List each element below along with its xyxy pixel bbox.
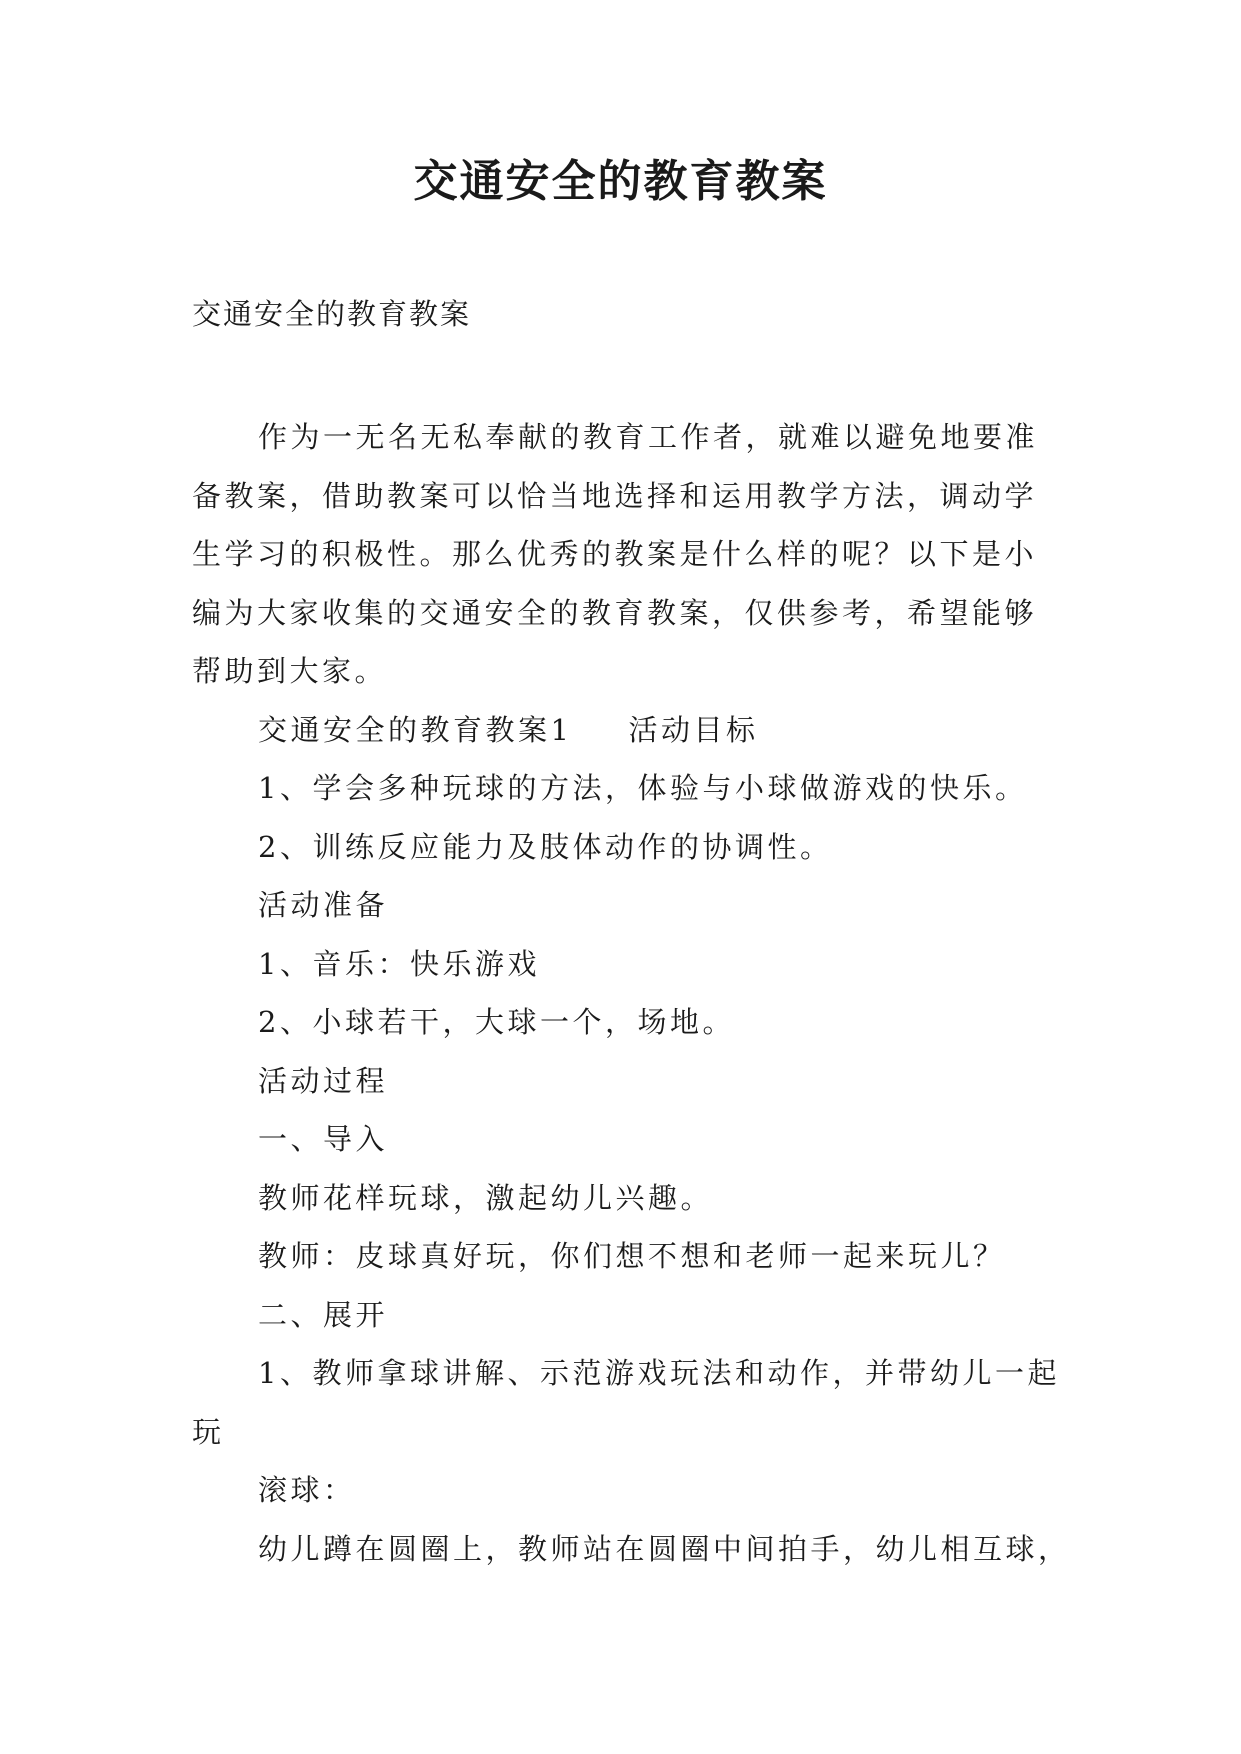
- process-heading: 活动过程: [258, 1063, 389, 1098]
- section-heading-line: [192, 701, 1062, 760]
- roll-heading: 滚球：: [258, 1473, 356, 1507]
- document-title: 交通安全的教育教案: [413, 156, 828, 207]
- goal-heading: 活动目标: [628, 712, 759, 747]
- roll-description: 幼儿蹲在圆圈上，教师站在圆圈中间拍手，幼儿相互球，: [258, 1531, 1071, 1566]
- prep-item-2: 2、小球若干，大球一个，场地。: [258, 1005, 735, 1039]
- prep-item-1: 1、音乐：快乐游戏: [258, 946, 540, 981]
- goal-item-2: 2、训练反应能力及肢体动作的协调性。: [258, 829, 833, 864]
- section-title: 交通安全的教育教案1: [258, 712, 573, 747]
- goal-item-1: 1、学会多种玩球的方法，体验与小球做游戏的快乐。: [258, 771, 1028, 805]
- step-2-line-a: 1、教师拿球讲解、示范游戏玩法和动作，并带幼儿一起玩: [192, 1356, 1060, 1449]
- intro-paragraph: 作为一无名无私奉献的教育工作者，就难以避免地要准备教案，借助教案可以恰当地选择和运用教学方法，调动学生学习的积极性。那么优秀的教案是什么样的呢？以下是小编为大家收集的交通安全的教育教案，仅供参考，希望能够帮助到大家。: [192, 420, 1039, 688]
- step-1-line-a: 教师花样玩球，激起幼儿兴趣。: [258, 1180, 714, 1215]
- step-1-heading: 一、导入: [258, 1122, 389, 1156]
- document-body: [192, 408, 1071, 1578]
- prep-heading: 活动准备: [258, 888, 389, 922]
- document-subtitle: 交通安全的教育教案: [192, 297, 472, 331]
- step-1-line-b: 教师：皮球真好玩，你们想不想和老师一起来玩儿？: [258, 1239, 1006, 1273]
- step-2-heading: 二、展开: [258, 1297, 389, 1332]
